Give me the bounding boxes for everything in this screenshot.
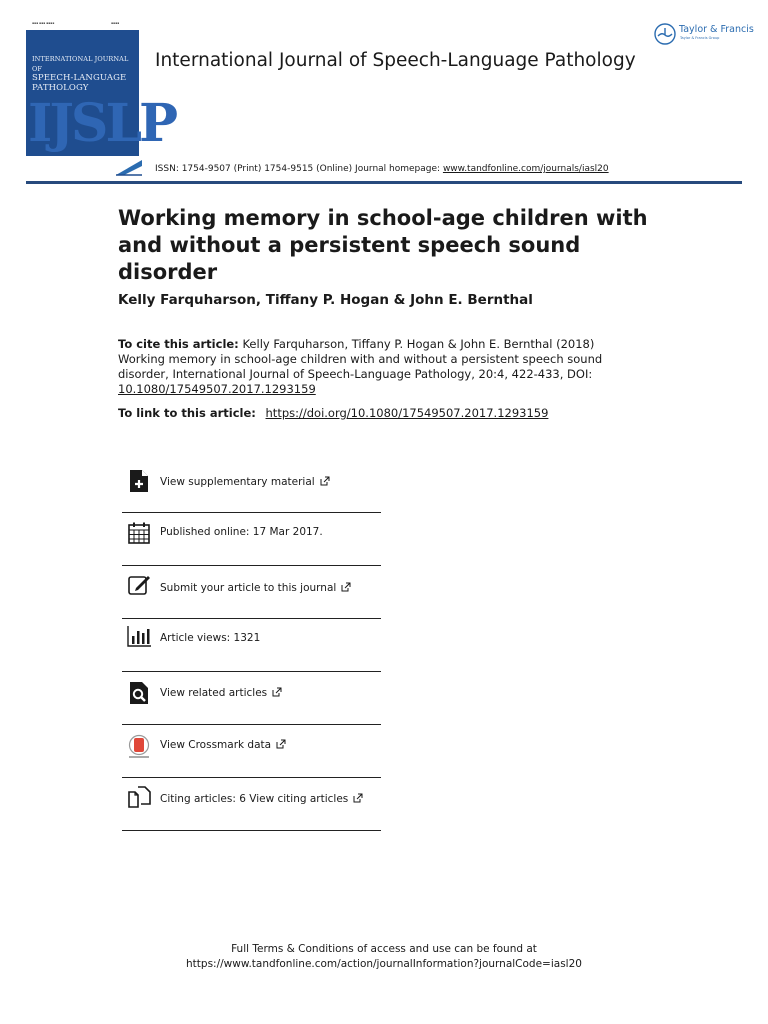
external-link-icon — [320, 476, 330, 486]
publisher-logo — [654, 22, 754, 48]
article-link-line — [118, 406, 548, 420]
submit-label: Submit your article to this journal — [160, 582, 351, 594]
related-label: View related articles — [160, 687, 282, 699]
list-item-supplementary[interactable] — [122, 460, 381, 513]
list-item-published — [122, 513, 381, 566]
calendar-icon — [127, 521, 151, 545]
header-divider — [26, 181, 742, 184]
article-doi-link[interactable]: https://doi.org/10.1080/17549507.2017.1293159 — [265, 406, 549, 420]
supplementary-label: View supplementary material — [160, 476, 330, 488]
publisher-wave-icon — [116, 158, 142, 176]
crossmark-icon — [127, 735, 151, 759]
publisher-logo-icon — [654, 23, 676, 45]
footer-terms-link[interactable]: https://www.tandfonline.com/action/journalInformation?journalCode=iasl20 — [186, 958, 582, 970]
views-label: Article views: 1321 — [160, 632, 261, 644]
publisher-group: Taylor & Francis Group — [680, 36, 720, 40]
edit-icon — [127, 573, 151, 597]
list-item-crossmark[interactable] — [122, 725, 381, 778]
citation-text: Kelly Farquharson, Tiffany P. Hogan & John E. Bernthal (2018) Working memory in school-age children with and without a persistent speech sound disorder, International Journal of Speech-Language Pathology, 20:4, 422-433, DOI: — [118, 337, 603, 381]
article-title: Working memory in school-age children with and without a persistent speech sound disorder — [118, 206, 648, 284]
cover-monogram: IJSLP — [28, 93, 176, 154]
supplementary-file-icon — [127, 469, 151, 493]
terms-footer — [0, 942, 768, 972]
cover-header-strip: ▪▪▪ ▪▪▪ ▪▪▪▪ ▪▪▪▪ — [26, 20, 139, 30]
issn-text: ISSN: 1754-9507 (Print) 1754-9515 (Online) Journal homepage: — [155, 164, 441, 174]
publisher-name: Taylor & Francis — [679, 24, 754, 35]
issn-line — [155, 164, 609, 174]
journal-title: International Journal of Speech-Language Pathology — [155, 50, 636, 71]
cover-title: INTERNATIONAL JOURNAL OF SPEECH-LANGUAGE PATHOLOGY — [32, 55, 129, 93]
list-item-views — [122, 619, 381, 672]
list-item-submit[interactable] — [122, 566, 381, 619]
list-item-citing[interactable] — [122, 778, 381, 831]
citing-articles-icon — [127, 785, 151, 809]
search-document-icon — [127, 681, 151, 705]
list-item-related[interactable] — [122, 672, 381, 725]
link-label: To link to this article: — [118, 406, 256, 420]
citation-label: To cite this article: — [118, 337, 239, 351]
journal-cover — [26, 20, 176, 154]
external-link-icon — [353, 793, 363, 803]
external-link-icon — [341, 582, 351, 592]
external-link-icon — [272, 687, 282, 697]
bar-chart-icon — [127, 624, 151, 648]
citation-block — [118, 337, 608, 397]
citing-label: Citing articles: 6 View citing articles — [160, 793, 363, 805]
article-authors: Kelly Farquharson, Tiffany P. Hogan & John E. Bernthal — [118, 292, 533, 308]
journal-homepage-link[interactable]: www.tandfonline.com/journals/iasl20 — [442, 164, 609, 174]
external-link-icon — [276, 739, 286, 749]
citation-doi[interactable]: 10.1080/17549507.2017.1293159 — [118, 382, 316, 396]
published-label: Published online: 17 Mar 2017. — [160, 526, 323, 538]
footer-line-1: Full Terms & Conditions of access and use can be found at — [231, 943, 537, 955]
crossmark-label: View Crossmark data — [160, 739, 286, 751]
